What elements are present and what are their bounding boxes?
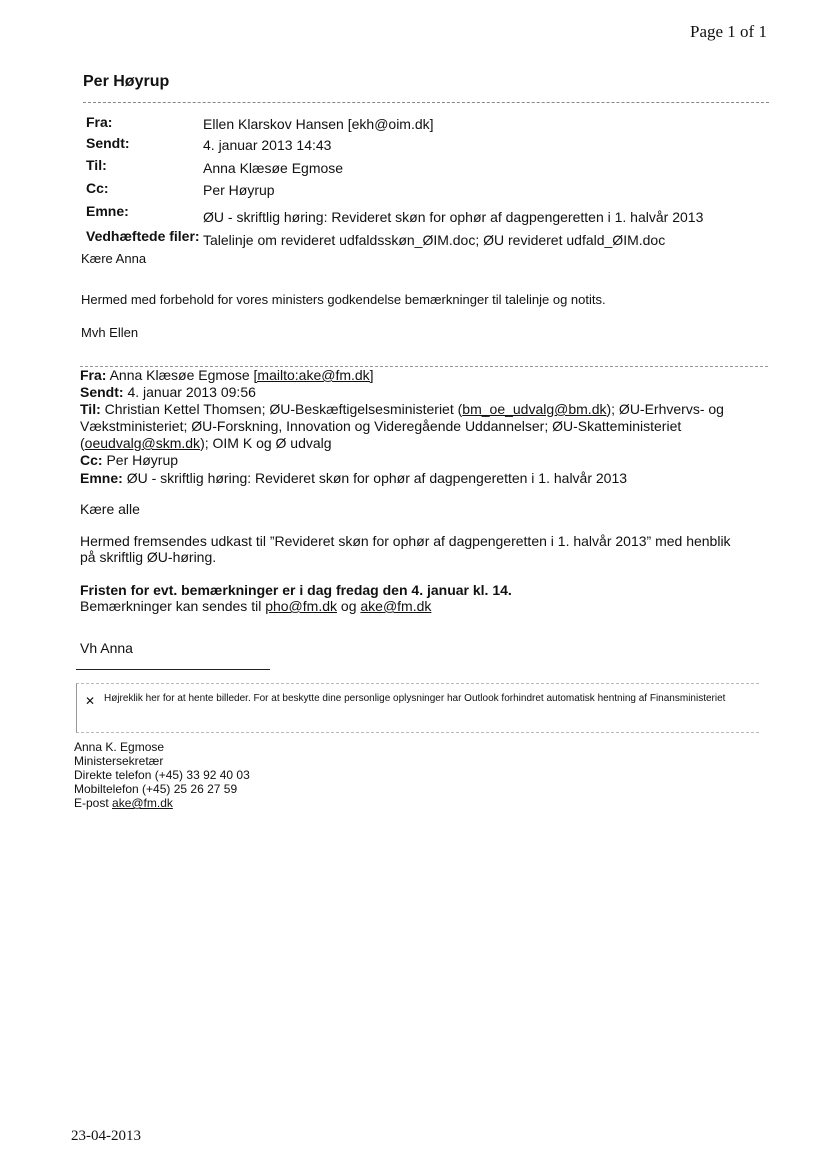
fwd-subject-label: Emne: [80, 470, 123, 486]
fwd-to-text-1b: ); ØU-Erhvervs- og [606, 401, 724, 417]
blocked-image-text: Højreklik her for at hente billeder. For at beskytte dine personlige oplysninger har Outlook forhindret automatisk hentning af Finansministeriet [104, 693, 726, 704]
fwd-sent-line [80, 384, 256, 400]
sent-value: 4. januar 2013 14:43 [203, 137, 332, 153]
cc-value: Per Høyrup [203, 182, 275, 198]
fwd-from-value: Anna Klæsøe Egmose [109, 367, 250, 383]
fwd-to-line-1 [80, 401, 724, 417]
to-label: Til: [86, 157, 107, 173]
blocked-image-placeholder[interactable] [76, 683, 759, 733]
fwd-cc-line [80, 452, 178, 468]
header-divider [83, 102, 769, 103]
fwd-ake-email-link[interactable]: ake@fm.dk [360, 598, 432, 614]
fwd-to-bm-email-link[interactable]: bm_oe_udvalg@bm.dk [462, 401, 607, 417]
fwd-to-label: Til: [80, 401, 101, 417]
fwd-body-line-1: Hermed fremsendes udkast til ”Revideret skøn for ophør af dagpengeretten i 1. halvår 2013” med henblik [80, 533, 731, 549]
signature-divider [76, 669, 270, 670]
fwd-to-line-2: Vækstministeriet; ØU-Forskning, Innovation og Videregående Uddannelser; ØU-Skatteministeriet [80, 418, 682, 434]
fwd-from-line [80, 367, 374, 383]
signature-direct-phone: Direkte telefon (+45) 33 92 40 03 [74, 768, 250, 782]
fwd-to-text-3a: ( [80, 435, 85, 451]
signature-email-link[interactable]: ake@fm.dk [112, 796, 173, 810]
footer-date: 23-04-2013 [71, 1128, 141, 1144]
fwd-to-skm-email-link[interactable]: oeudvalg@skm.dk [84, 435, 201, 451]
signature-title: Ministersekretær [74, 754, 164, 768]
message-closing: Mvh Ellen [81, 325, 139, 340]
signature-email-prefix: E-post [74, 796, 113, 810]
fwd-from-label: Fra: [80, 367, 107, 383]
attachments-value: Talelinje om revideret udfaldsskøn_ØIM.doc; ØU revideret udfald_ØIM.doc [203, 232, 666, 248]
sender-name: Per Høyrup [83, 73, 170, 90]
fwd-send-to-prefix: Bemærkninger kan sendes til [80, 598, 266, 614]
signature-name: Anna K. Egmose [74, 740, 165, 754]
page-number: Page 1 of 1 [690, 22, 767, 41]
fwd-cc-value: Per Høyrup [106, 452, 179, 468]
fwd-subject-value: ØU - skriftlig høring: Revideret skøn for ophør af dagpengeretten i 1. halvår 2013 [126, 470, 628, 486]
fwd-closing: Vh Anna [80, 640, 133, 656]
to-value: Anna Klæsøe Egmose [203, 160, 344, 176]
message-greeting: Kære Anna [81, 251, 147, 266]
fwd-greeting: Kære alle [80, 501, 140, 517]
subject-label: Emne: [86, 203, 129, 219]
cc-label: Cc: [86, 180, 109, 196]
sent-label: Sendt: [86, 135, 130, 151]
fwd-cc-label: Cc: [80, 452, 103, 468]
fwd-deadline: Fristen for evt. bemærkninger er i dag fredag den 4. januar kl. 14. [80, 582, 512, 598]
fwd-pho-email-link[interactable]: pho@fm.dk [265, 598, 338, 614]
from-value: Ellen Klarskov Hansen [ekh@oim.dk] [203, 116, 434, 132]
fwd-send-to-line [80, 598, 431, 614]
fwd-to-text-3b: ); OIM K og Ø udvalg [200, 435, 332, 451]
broken-image-x-icon: ✕ [85, 694, 96, 708]
message-body: Hermed med forbehold for vores ministers godkendelse bemærkninger til talelinje og notits. [81, 292, 606, 307]
fwd-sent-label: Sendt: [80, 384, 124, 400]
fwd-to-text-1a: Christian Kettel Thomsen; ØU-Beskæftigelsesministeriet ( [104, 401, 463, 417]
attachments-label: Vedhæftede filer: [86, 228, 200, 244]
signature-email-line [74, 796, 173, 810]
fwd-sent-value: 4. januar 2013 09:56 [127, 384, 256, 400]
fwd-subject-line [80, 470, 627, 486]
signature-mobile-phone: Mobiltelefon (+45) 25 26 27 59 [74, 782, 238, 796]
fwd-send-to-and: og [337, 598, 361, 614]
from-label: Fra: [86, 114, 113, 130]
subject-value: ØU - skriftlig høring: Revideret skøn for ophør af dagpengeretten i 1. halvår 2013 [203, 209, 704, 225]
fwd-to-line-3 [80, 435, 332, 451]
fwd-from-mailto-link[interactable]: [mailto:ake@fm.dk] [253, 367, 374, 383]
fwd-body-line-2: på skriftlig ØU-høring. [80, 549, 217, 565]
